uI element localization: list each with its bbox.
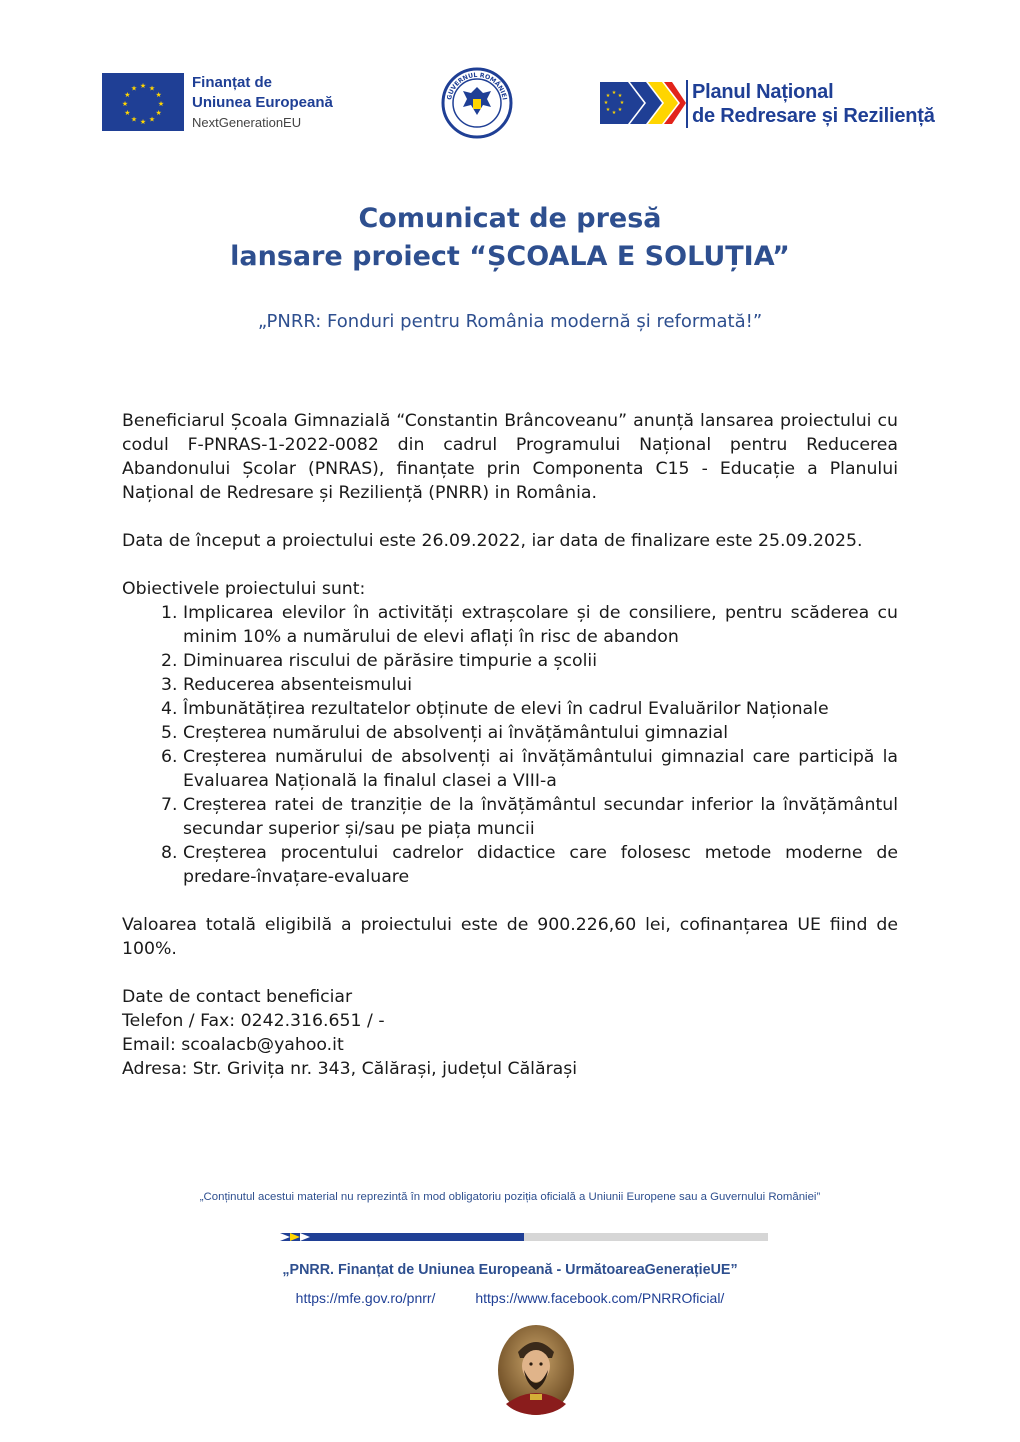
intro-paragraph: Beneficiarul Școala Gimnazială “Constantin Brâncoveanu” anunță lansarea proiectului cu codul F-PNRAS-1-2022-0082 din cadrul Programului Național pentru Reducerea Abandonului Școlar (PNRAS), finanțate prin Componenta C15 - Educație a Planului Național de Redresare și Reziliență (PNRR) in România. — [122, 411, 898, 503]
eu-label-line1: Finanțat de — [192, 74, 273, 91]
svg-text:★: ★ — [121, 100, 129, 108]
svg-text:★: ★ — [605, 107, 611, 113]
list-item: 1. Implicarea elevilor în activități extrașcolare și de consiliere, pentru scăderea cu minim 10% a numărului de elevi aflați în risc de abandon — [183, 601, 898, 649]
svg-text:★: ★ — [148, 84, 156, 93]
press-release-body — [122, 409, 898, 1081]
footer-links — [0, 1290, 1020, 1306]
contact-email: Email: scoalacb@yahoo.it — [122, 1035, 344, 1055]
objectives-heading: Obiectivele proiectului sunt: — [122, 579, 366, 599]
svg-text:★: ★ — [157, 100, 165, 108]
guvernul-romaniei-seal-icon — [441, 67, 513, 139]
objectives-list — [122, 601, 898, 889]
pnrr-arrow-icon — [600, 78, 686, 128]
eu-funding-label — [192, 73, 333, 133]
list-item: 8. Creșterea procentului cadrelor didactice care folosesc metode moderne de predare-învațare-evaluare — [183, 841, 898, 889]
svg-text:★: ★ — [139, 82, 147, 90]
page-title — [0, 200, 1020, 276]
svg-text:★: ★ — [617, 107, 623, 113]
constantin-brancoveanu-portrait-icon — [496, 1324, 576, 1416]
svg-text:★: ★ — [124, 91, 131, 99]
pnrr-divider — [686, 80, 688, 128]
svg-text:★: ★ — [155, 91, 162, 99]
disclaimer-text: „Conținutul acestui material nu reprezintă în mod obligatoriu poziția oficială a Uniunii Europene sau a Guvernului României” — [199, 1191, 821, 1203]
eu-label-line3: NextGenerationEU — [192, 115, 302, 130]
list-item: 4. Îmbunătățirea rezultatelor obținute de elevi în cadrul Evaluărilor Naționale — [183, 697, 898, 721]
svg-text:★: ★ — [611, 110, 617, 116]
contact-address: Adresa: Str. Grivița nr. 343, Călărași, județul Călărași — [122, 1059, 578, 1079]
svg-text:★: ★ — [617, 93, 623, 99]
value-paragraph: Valoarea totală eligibilă a proiectului este de 900.226,60 lei, cofinanțarea UE fiind de 100%. — [122, 915, 898, 959]
seal-text: GUVERNUL ROMÂNIEI — [446, 71, 508, 101]
svg-text:★: ★ — [124, 109, 131, 117]
svg-text:★: ★ — [155, 109, 162, 117]
contact-heading: Date de contact beneficiar — [122, 987, 353, 1007]
pnrr-label-line1: Planul Național — [692, 81, 834, 103]
svg-text:★: ★ — [603, 100, 609, 106]
list-item: 2. Diminuarea riscului de părăsire timpurie a școlii — [183, 649, 898, 673]
footer-progress-bar-icon — [280, 1227, 768, 1237]
title-line1: Comunicat de presă — [358, 203, 662, 234]
svg-text:★: ★ — [605, 93, 611, 99]
mfe-link[interactable]: https://mfe.gov.ro/pnrr/ — [295, 1290, 436, 1306]
contact-phone: Telefon / Fax: 0242.316.651 / - — [122, 1011, 385, 1031]
svg-text:★: ★ — [611, 90, 617, 96]
list-item: 3. Reducerea absenteismului — [183, 673, 898, 697]
svg-text:★: ★ — [619, 100, 625, 106]
svg-text:★: ★ — [130, 115, 138, 124]
pnrr-label — [692, 80, 935, 128]
list-item: 7. Creșterea ratei de tranziție de la învățământul secundar inferior la învățământul secundar superior și/sau pe piața muncii — [183, 793, 898, 841]
list-item: 6. Creșterea numărului de absolvenți ai învățământului gimnazial care participă la Evaluarea Națională la finalul clasei a VIII-a — [183, 745, 898, 793]
pnrr-slogan: „PNRR: Fonduri pentru România modernă și reformată!” — [257, 311, 763, 332]
title-line2: lansare proiect “ȘCOALA E SOLUȚIA” — [230, 241, 790, 272]
facebook-link[interactable]: https://www.facebook.com/PNRROficial/ — [475, 1290, 725, 1306]
svg-text:★: ★ — [148, 115, 156, 124]
svg-text:★: ★ — [130, 84, 138, 93]
footer-slogan: „PNRR. Finanțat de Uniunea Europeană - UrmătoareaGenerațieUE” — [282, 1262, 738, 1278]
list-item: 5. Creșterea numărului de absolvenți ai învățământului gimnazial — [183, 721, 898, 745]
eu-label-line2: Uniunea Europeană — [192, 94, 333, 111]
eu-flag-icon — [102, 73, 184, 131]
pnrr-label-line2: de Redresare și Reziliență — [692, 105, 935, 127]
dates-paragraph: Data de început a proiectului este 26.09.2022, iar data de finalizare este 25.09.2025. — [122, 531, 863, 551]
svg-text:★: ★ — [139, 118, 147, 126]
